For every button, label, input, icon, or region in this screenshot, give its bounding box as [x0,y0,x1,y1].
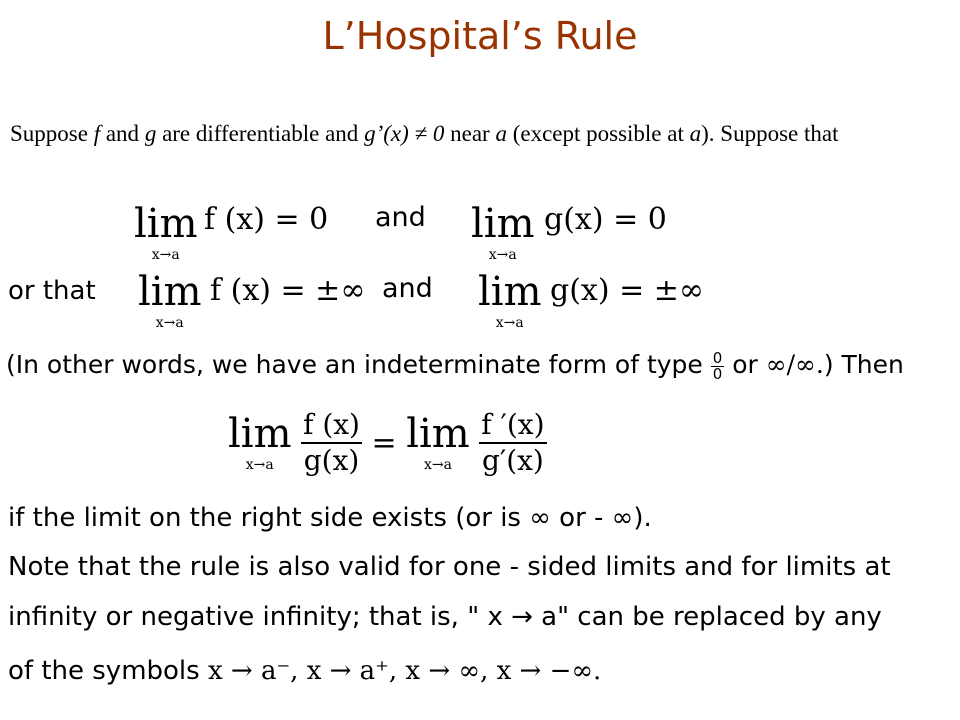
var-a: a [689,121,702,146]
limit-operator [478,269,542,331]
derivative-condition: g’(x) ≠ 0 [364,121,445,146]
then-text: ) Then [823,350,904,379]
page-title: L’Hospital’s Rule [322,14,638,58]
lim-subscript: x→a [423,457,452,473]
or-that-label: or that [8,276,96,306]
var-f: f [93,121,101,146]
fraction-numerator: f ′(x) [481,408,545,441]
limit-operator [228,411,292,473]
var-g: g [144,121,157,146]
indeterminate-text: (In other words, we have an indeterminate form of type [6,350,703,379]
intro-text: near [444,121,496,146]
lim-word: lim [406,411,470,457]
lhospital-formula [228,408,547,478]
note-line-2: infinity or negative infinity; that is, " x → a" can be replaced by any [8,602,882,632]
intro-text: are differentiable and [156,121,365,146]
lim-word: lim [228,411,292,457]
lim-word: lim [138,269,202,315]
intro-paragraph [10,118,950,149]
fraction-numerator: 0 [712,348,723,367]
indeterminate-form-line [6,350,904,382]
lim-subscript: x→a [245,457,274,473]
limit-operator [134,201,198,263]
or-word: or [732,350,758,379]
fraction-numerator: f (x) [303,408,360,441]
limit-exists-line: if the limit on the right side exists (or is ∞ or - ∞). [8,503,652,533]
lim-word: lim [134,201,198,247]
limit-operator [406,411,470,473]
lim-subscript: x→a [495,315,524,331]
intro-text: Suppose [10,121,94,146]
lim-subscript: x→a [488,247,517,263]
intro-text: and [100,121,145,146]
ratio-fraction [301,408,362,478]
symbols-line [8,656,601,686]
zero-over-zero-fraction [711,348,725,383]
fraction-denominator: g′(x) [479,442,546,478]
limit-g-expression: g(x) = 0 [544,202,667,237]
lim-word: lim [471,201,535,247]
fraction-denominator: 0 [712,364,723,383]
limit-operator [471,201,535,263]
and-word: and [382,273,433,304]
infinity-over-infinity: ∞/∞. [765,350,824,379]
intro-text: ). Suppose that [701,121,839,146]
and-word: and [375,202,426,233]
lim-word: lim [478,269,542,315]
limit-g-infinity-expression: g(x) = ±∞ [550,273,704,308]
var-a: a [495,121,507,146]
derivative-ratio-fraction [479,408,546,478]
limit-f-infinity-expression: f (x) = ±∞ [210,273,366,308]
lim-subscript: x→a [151,247,180,263]
approach-symbols: x → a⁻, x → a⁺, x → ∞, x → −∞. [207,656,602,686]
limit-f-expression: f (x) = 0 [204,202,329,237]
lim-subscript: x→a [155,315,184,331]
limit-operator [138,269,202,331]
fraction-denominator: g(x) [301,442,362,478]
equals-sign: = [371,425,397,461]
intro-text: (except possible at [506,121,690,146]
symbols-lead-text: of the symbols [8,656,200,686]
note-line-1: Note that the rule is also valid for one - sided limits and for limits at [8,552,891,582]
